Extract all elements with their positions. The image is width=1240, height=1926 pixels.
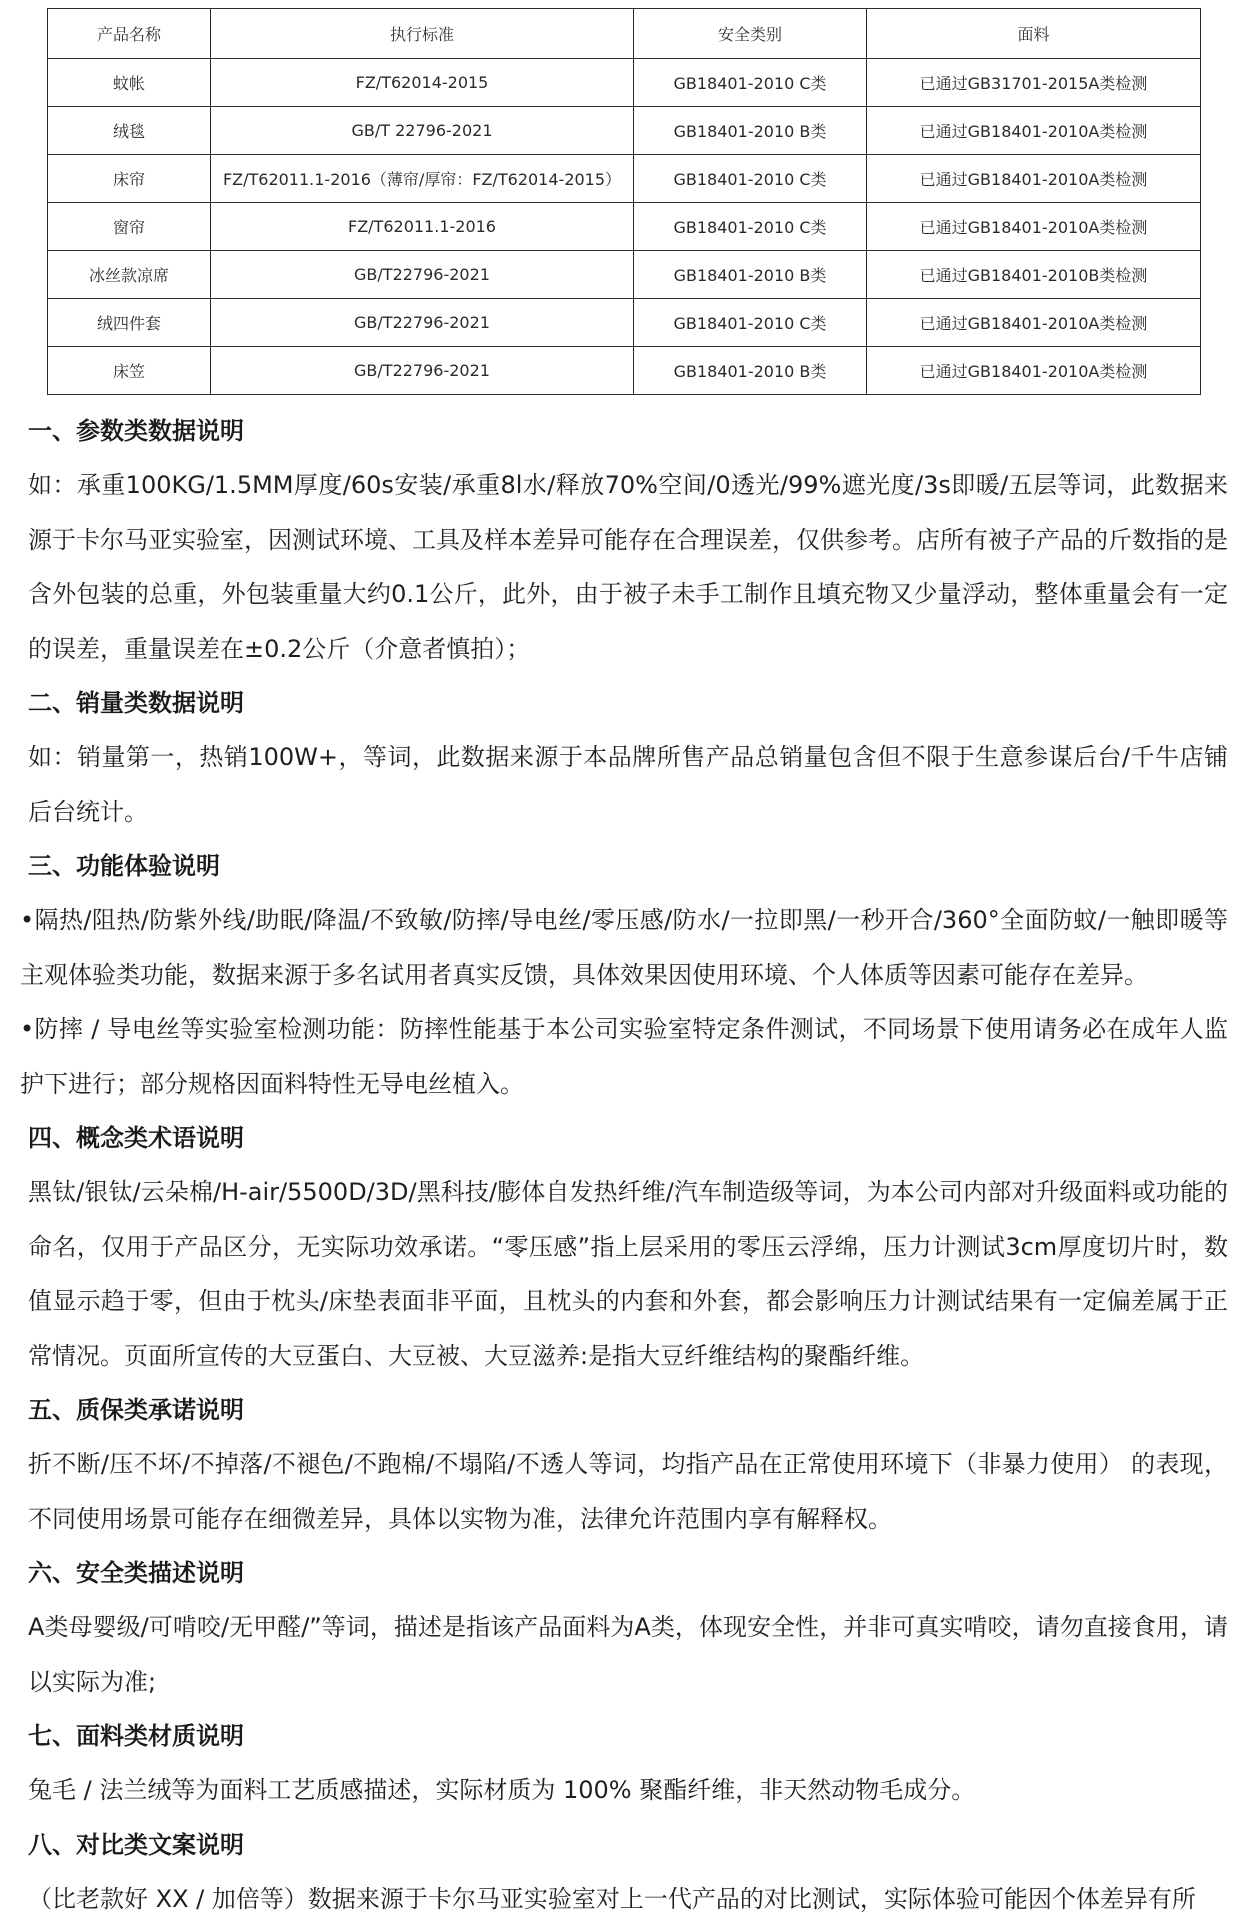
table-cell: GB18401-2010 C类 <box>634 203 867 251</box>
product-standards-table <box>47 8 1201 395</box>
section-title: 七、面料类材质说明 <box>28 1709 1228 1763</box>
table-cell: GB/T22796-2021 <box>211 299 634 347</box>
table-cell: 已通过GB18401-2010A类检测 <box>867 203 1201 251</box>
table-cell: GB/T 22796-2021 <box>211 107 634 155</box>
product-standards-table-wrap <box>47 8 1200 395</box>
table-cell: 床笠 <box>48 347 211 395</box>
section-title: 三、功能体验说明 <box>28 839 1228 893</box>
table-row <box>48 299 1201 347</box>
table-cell: 绒毯 <box>48 107 211 155</box>
section-title: 六、安全类描述说明 <box>28 1546 1228 1600</box>
section-safety <box>28 1546 1228 1709</box>
section-warranty <box>28 1383 1228 1546</box>
table-row <box>48 251 1201 299</box>
table-row <box>48 203 1201 251</box>
table-cell: 已通过GB18401-2010B类检测 <box>867 251 1201 299</box>
table-cell: 蚊帐 <box>48 59 211 107</box>
header-safety-category: 安全类别 <box>634 9 867 59</box>
section-title: 二、销量类数据说明 <box>28 676 1228 730</box>
table-row <box>48 59 1201 107</box>
table-row <box>48 107 1201 155</box>
section-title: 四、概念类术语说明 <box>28 1111 1228 1165</box>
disclaimer-notes <box>28 404 1228 1926</box>
table-row <box>48 155 1201 203</box>
table-cell: GB18401-2010 B类 <box>634 107 867 155</box>
header-fabric: 面料 <box>867 9 1201 59</box>
table-cell: FZ/T62011.1-2016（薄帘/厚帘：FZ/T62014-2015） <box>211 155 634 203</box>
section-title: 一、参数类数据说明 <box>28 404 1228 458</box>
header-product-name: 产品名称 <box>48 9 211 59</box>
table-cell: 窗帘 <box>48 203 211 251</box>
table-row <box>48 347 1201 395</box>
table-cell: 已通过GB18401-2010A类检测 <box>867 107 1201 155</box>
table-cell: 床帘 <box>48 155 211 203</box>
table-cell: FZ/T62011.1-2016 <box>211 203 634 251</box>
section-paragraph: 如：承重100KG/1.5MM厚度/60s安装/承重8l水/释放70%空间/0透光/99%遮光度/3s即暖/五层等词，此数据来源于卡尔马亚实验室，因测试环境、工具及样本差异可能存在合理误差，仅供参考。店所有被子产品的斤数指的是含外包装的总重，外包装重量大约0.1公斤，此外，由于被子未手工制作且填充物又少量浮动，整体重量会有一定的误差，重量误差在±0.2公斤（介意者慎拍）； <box>28 458 1228 676</box>
table-cell: GB18401-2010 B类 <box>634 347 867 395</box>
table-cell: GB/T22796-2021 <box>211 347 634 395</box>
table-cell: GB18401-2010 B类 <box>634 251 867 299</box>
section-comparison <box>28 1818 1228 1926</box>
table-cell: GB18401-2010 C类 <box>634 59 867 107</box>
section-fabric-material <box>28 1709 1228 1818</box>
table-header-row <box>48 9 1201 59</box>
section-title: 五、质保类承诺说明 <box>28 1383 1228 1437</box>
section-paragraph: 兔毛 / 法兰绒等为面料工艺质感描述，实际材质为 100% 聚酯纤维，非天然动物毛成分。 <box>28 1763 1228 1818</box>
section-paragraph: A类母婴级/可啃咬/无甲醛/”等词，描述是指该产品面料为A类，体现安全性，并非可真实啃咬，请勿直接食用，请以实际为准; <box>28 1600 1228 1709</box>
section-paragraph: 如：销量第一，热销100W+，等词，此数据来源于本品牌所售产品总销量包含但不限于生意参谋后台/千牛店铺后台统计。 <box>28 730 1228 839</box>
section-parameter-data <box>28 404 1228 676</box>
section-title: 八、对比类文案说明 <box>28 1818 1228 1872</box>
table-cell: 已通过GB31701-2015A类检测 <box>867 59 1201 107</box>
section-function-experience <box>28 839 1228 1111</box>
section-concept-terms <box>28 1111 1228 1383</box>
table-cell: 冰丝款凉席 <box>48 251 211 299</box>
table-cell: GB18401-2010 C类 <box>634 155 867 203</box>
section-paragraph: 黑钛/银钛/云朵棉/H-air/5500D/3D/黑科技/膨体自发热纤维/汽车制造级等词，为本公司内部对升级面料或功能的命名，仅用于产品区分，无实际功效承诺。“零压感”指上层采用的零压云浮绵，压力计测试3cm厚度切片时，数值显示趋于零，但由于枕头/床垫表面非平面，且枕头的内套和外套，都会影响压力计测试结果有一定偏差属于正常情况。页面所宣传的大豆蛋白、大豆被、大豆滋养:是指大豆纤维结构的聚酯纤维。 <box>28 1165 1228 1383</box>
section-sales-data <box>28 676 1228 839</box>
header-standard: 执行标准 <box>211 9 634 59</box>
table-cell: 已通过GB18401-2010A类检测 <box>867 155 1201 203</box>
bullet-item: •隔热/阻热/防紫外线/助眠/降温/不致敏/防摔/导电丝/零压感/防水/一拉即黑/一秒开合/360°全面防蚊/一触即暖等主观体验类功能，数据来源于多名试用者真实反馈，具体效果因使用环境、个人体质等因素可能存在差异。 <box>20 893 1228 1002</box>
table-cell: GB/T22796-2021 <box>211 251 634 299</box>
section-paragraph: （比老款好 XX / 加倍等）数据来源于卡尔马亚实验室对上一代产品的对比测试，实际体验可能因个体差异有所 <box>28 1872 1228 1926</box>
table-cell: FZ/T62014-2015 <box>211 59 634 107</box>
table-cell: GB18401-2010 C类 <box>634 299 867 347</box>
bullet-item: •防摔 / 导电丝等实验室检测功能：防摔性能基于本公司实验室特定条件测试，不同场景下使用请务必在成年人监护下进行；部分规格因面料特性无导电丝植入。 <box>20 1002 1228 1111</box>
section-paragraph: 折不断/压不坏/不掉落/不褪色/不跑棉/不塌陷/不透人等词，均指产品在正常使用环境下（非暴力使用） 的表现，不同使用场景可能存在细微差异，具体以实物为准，法律允许范围内享有解释权。 <box>28 1437 1228 1546</box>
table-cell: 已通过GB18401-2010A类检测 <box>867 299 1201 347</box>
table-cell: 绒四件套 <box>48 299 211 347</box>
table-cell: 已通过GB18401-2010A类检测 <box>867 347 1201 395</box>
